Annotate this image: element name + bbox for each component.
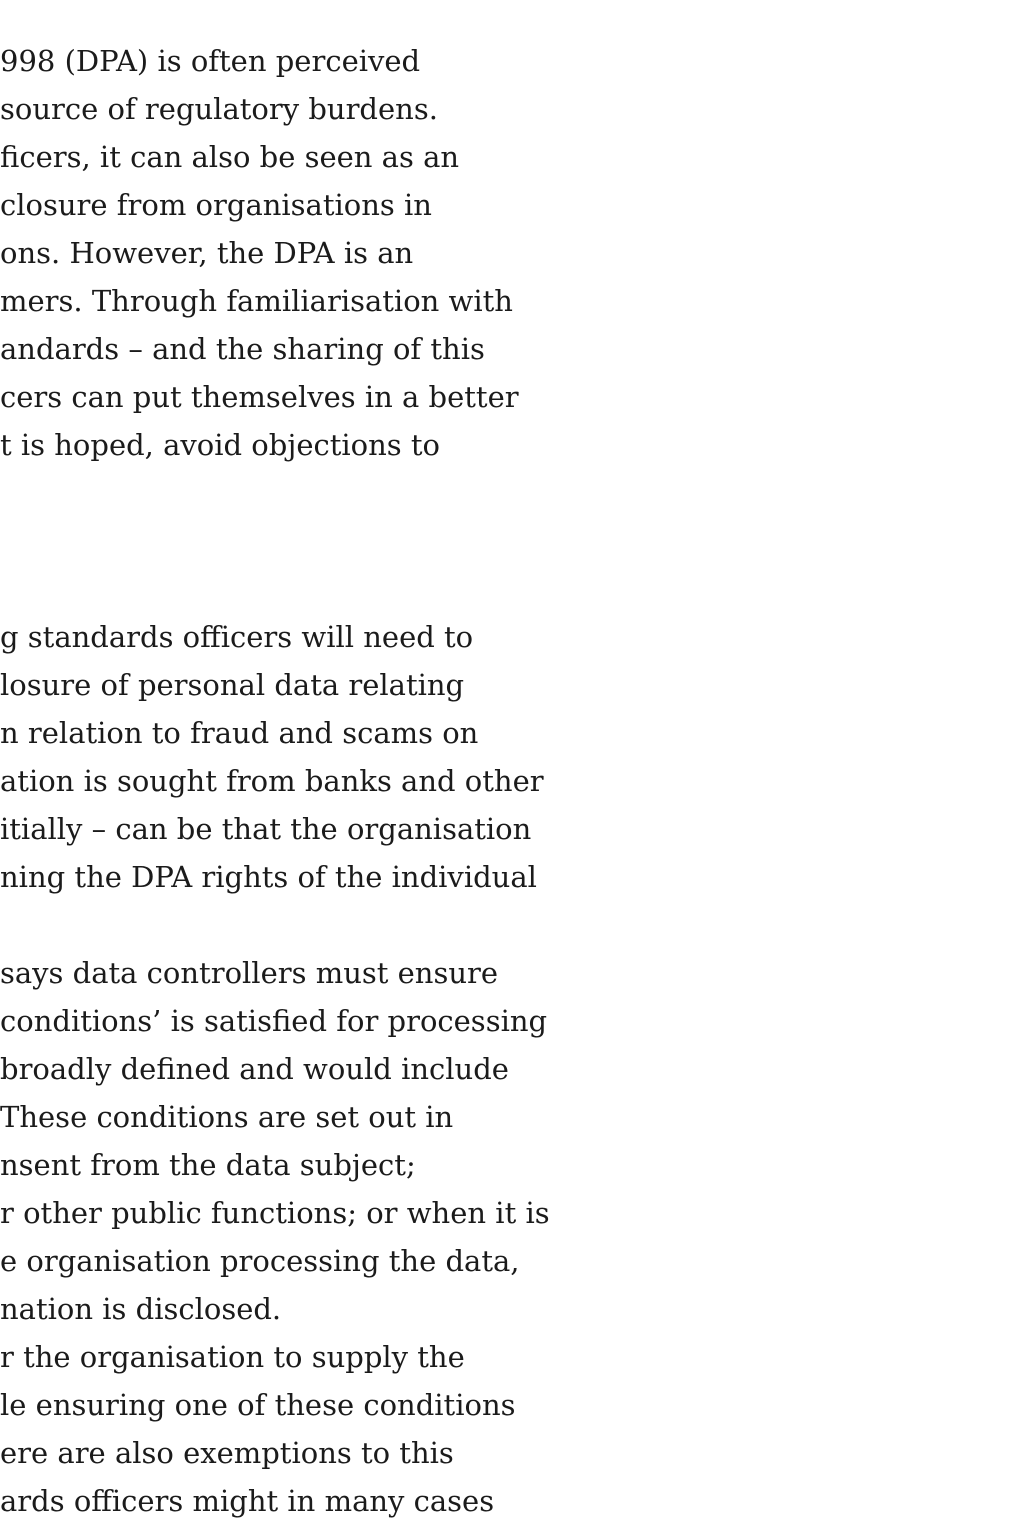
text-line: ficers, it can also be seen as an [0,140,460,174]
text-line: ere are also exemptions to this [0,1436,454,1470]
text-line: ons. However, the DPA is an [0,236,414,270]
text-line: These conditions are set out in [0,1100,454,1134]
text-line: conditions’ is satisfied for processing [0,1004,548,1038]
text-line: n relation to fraud and scams on [0,716,479,750]
text-line: cers can put themselves in a better [0,380,519,414]
paragraph-dpa-burdens [0,37,600,469]
text-line: closure from organisations in [0,188,432,222]
text-line: ards officers might in many cases [0,1484,495,1518]
text-line: nsent from the data subject; [0,1148,416,1182]
text-line: r the organisation to supply the [0,1340,465,1374]
text-line: andards – and the sharing of this [0,332,485,366]
paragraph-processing-conditions [0,949,600,1525]
text-line: le ensuring one of these conditions [0,1388,516,1422]
article-body [0,37,600,1525]
text-line: says data controllers must ensure [0,956,499,990]
section-spacer [0,469,600,613]
text-line: ation is sought from banks and other [0,764,544,798]
text-line: r other public functions; or when it is [0,1196,550,1230]
text-line: broadly defined and would include [0,1052,509,1086]
text-line: source of regulatory burdens. [0,92,438,126]
paragraph-spacer [0,901,600,949]
text-line: g standards officers will need to [0,620,474,654]
text-line: e organisation processing the data, [0,1244,520,1278]
text-line: mers. Through familiarisation with [0,284,513,318]
text-line: itially – can be that the organisation [0,812,532,846]
text-line: t is hoped, avoid objections to [0,428,440,462]
paragraph-disclosure-requests [0,613,600,901]
text-line: nation is disclosed. [0,1292,282,1326]
text-line: ning the DPA rights of the individual [0,860,537,894]
text-line: losure of personal data relating [0,668,465,702]
text-line: 998 (DPA) is often perceived [0,44,421,78]
